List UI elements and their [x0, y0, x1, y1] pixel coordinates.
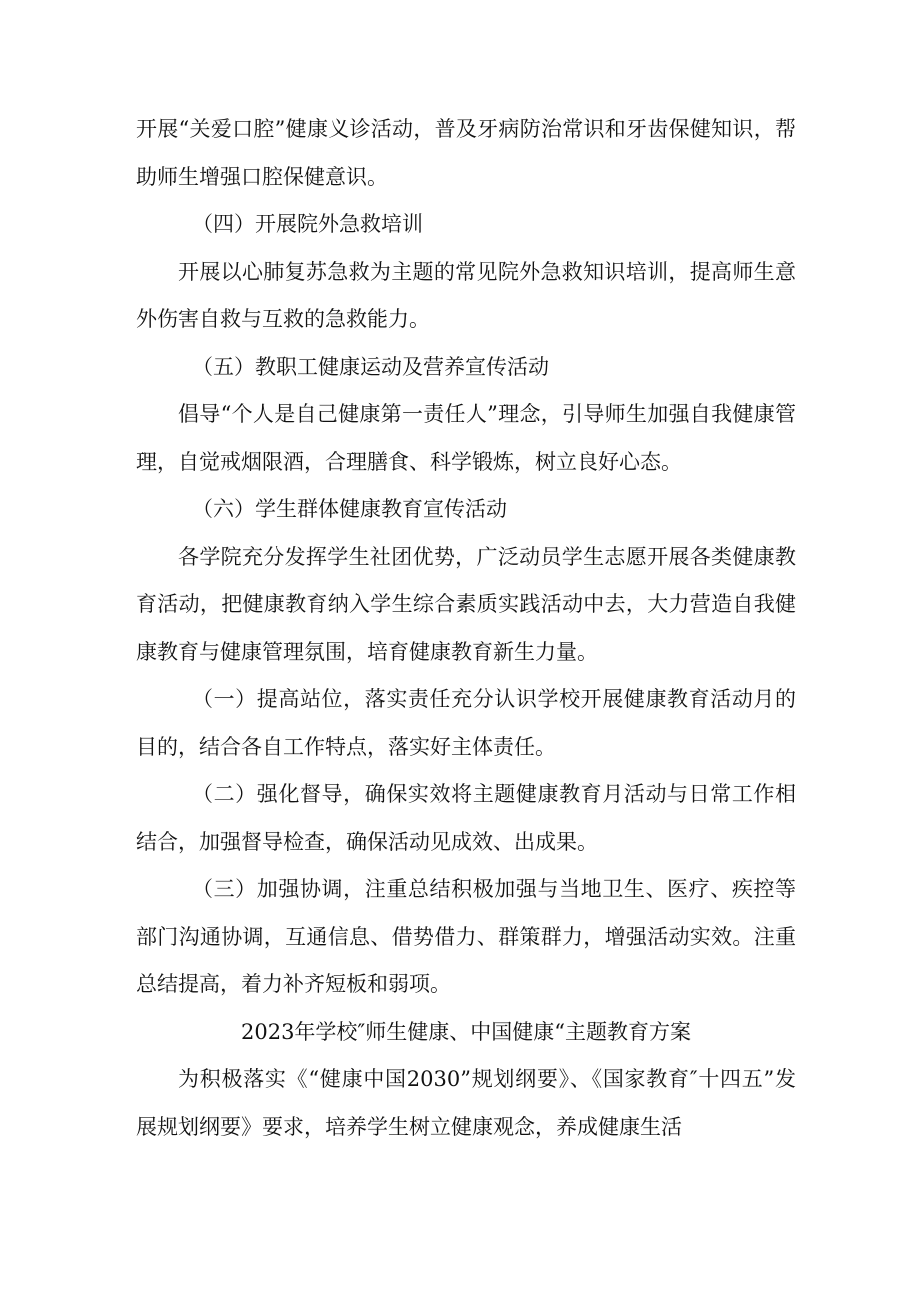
section-heading-staff-health: （五）教职工健康运动及营养宣传活动 — [192, 354, 549, 379]
document-body — [136, 106, 796, 1151]
paragraph-supervision: （二）强化督导，确保实效将主题健康教育月活动与日常工作相结合，加强督导检查，确保活动见成效、出成果。 — [136, 782, 796, 854]
paragraph-responsibility: （一）提高站位，落实责任充分认识学校开展健康教育活动月的目的，结合各自工作特点，落实好主体责任。 — [136, 687, 796, 759]
paragraph-staff-health: 倡导“个人是自己健康第一责任人”理念，引导师生加强自我健康管理，自觉戒烟限酒，合理膳食、科学锻炼，树立良好心态。 — [136, 402, 796, 474]
paragraph-coordination: （三）加强协调，注重总结积极加强与当地卫生、医疗、疾控等部门沟通协调，互通信息、借势借力、群策群力，增强活动实效。注重总结提高，着力补齐短板和弱项。 — [136, 877, 796, 996]
section-heading-first-aid: （四）开展院外急救培训 — [192, 212, 423, 236]
paragraph-intro: 为积极落实《“健康中国2030”规划纲要》、《国家教育″十四五”发展规划纲要》要求，培养学生树立健康观念，养成健康生活 — [136, 1067, 796, 1139]
paragraph-student-health: 各学院充分发挥学生社团优势，广泛动员学生志愿开展各类健康教育活动，把健康教育纳入学生综合素质实践活动中去，大力营造自我健康教育与健康管理氛围，培育健康教育新生力量。 — [136, 544, 796, 664]
paragraph-first-aid: 开展以心肺复苏急救为主题的常见院外急救知识培训，提高师生意外伤害自救与互救的急救能力。 — [136, 259, 796, 331]
document-title: 2023年学校″师生健康、中国健康“主题教育方案 — [240, 1019, 692, 1044]
paragraph-oral-health: 开展“关爱口腔”健康义诊活动，普及牙病防治常识和牙齿保健知识，帮助师生增强口腔保健意识。 — [136, 117, 796, 189]
section-heading-student-health: （六）学生群体健康教育宣传活动 — [192, 497, 507, 521]
